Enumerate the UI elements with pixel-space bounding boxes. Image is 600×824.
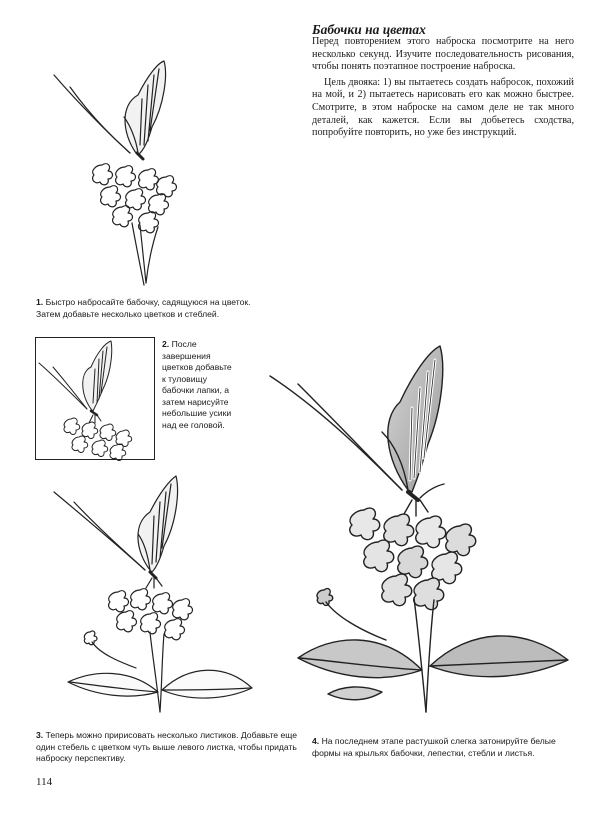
step-2-text: После завершения цветков добавьте к туловищу бабочки лапки, а затем нарисуйте небольшие усики над ее головой. — [162, 339, 232, 430]
page-number: 114 — [36, 776, 53, 788]
intro-paragraph-1: Перед повторением этого наброска посмотрите на него несколько секунд. Изучите последовательность рисования, чтобы понять поэтапное построение наброска. — [312, 36, 574, 73]
intro-text — [312, 36, 574, 140]
step-3-caption — [36, 730, 300, 765]
sketch-step-4 — [262, 340, 580, 718]
step-2-number: 2. — [162, 339, 170, 349]
step-3-text: Теперь можно пририсовать несколько листиков. Добавьте еще один стебель с цветком чуть выше левого листка, чтобы придать наброску перспективу. — [36, 730, 298, 763]
step-4-caption — [312, 736, 570, 759]
sketch-step-1 — [40, 55, 240, 290]
step-2-caption — [162, 339, 234, 431]
intro-paragraph-2: Цель двояка: 1) вы пытаетесь создать набросок, похожий на мой, и 2) пытаетесь нарисовать его как можно быстрее. Смотрите, в этом наброске на самом деле не так много деталей, как кажется. Если вы добьетесь сходства, попробуйте повторить, но уже без инструкций. — [312, 76, 574, 139]
step-4-number: 4. — [312, 736, 320, 746]
step-1-caption — [36, 297, 276, 320]
sketch-step-3 — [40, 472, 260, 717]
step-3-number: 3. — [36, 730, 44, 740]
sketch-step-2 — [35, 337, 155, 460]
step-4-text: На последнем этапе растушкой слегка затонируйте белые формы на крыльях бабочки, лепестки, стебли и листья. — [312, 736, 556, 758]
step-1-text: Быстро набросайте бабочку, садящуюся на цветок. Затем добавьте несколько цветков и стеблей. — [36, 297, 251, 319]
page-title: Бабочки на цветах — [312, 22, 426, 37]
step-1-number: 1. — [36, 297, 44, 307]
